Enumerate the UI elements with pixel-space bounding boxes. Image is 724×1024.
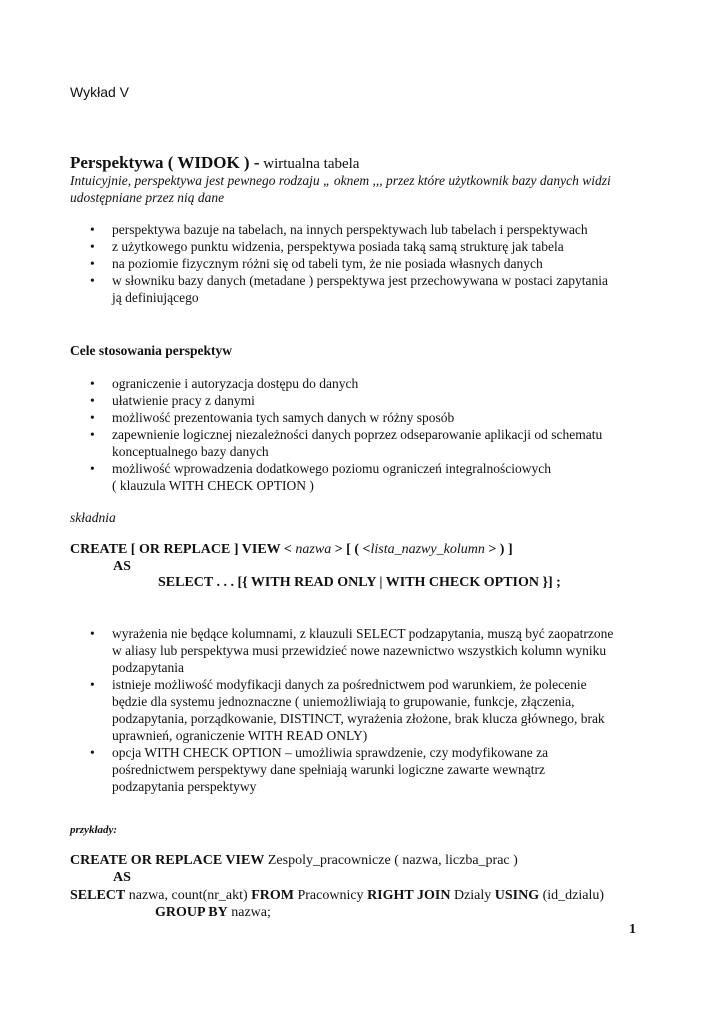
example-join-table: Dzialy — [450, 888, 495, 903]
section-title-bold: Perspektywa ( WIDOK ) - — [70, 153, 260, 172]
bullet-text-line: uprawnień, ograniczenie WITH READ ONLY) — [112, 728, 368, 743]
example-view-def: Zespoly_pracownicze ( nazwa, liczba_prac ) — [264, 853, 518, 868]
example-groupby-keyword: GROUP BY — [155, 905, 228, 920]
section-title — [70, 153, 359, 173]
page-number: 1 — [629, 922, 636, 937]
goal-bullet-item — [90, 460, 602, 494]
bullet-icon: • — [90, 393, 95, 408]
bullet-text-line: ( klauzula WITH CHECK OPTION ) — [112, 478, 314, 493]
bullet-text-line: w aliasy lub perspektywa musi przewidzieć nowe nazewnictwo wszystkich kolumn wyniku — [112, 643, 607, 658]
example-line-2: AS — [113, 870, 131, 885]
bullet-text-line: będzie dla systemu jednoznaczne ( uniemożliwiają to grupowanie, funkcje, złączenia, — [112, 694, 575, 709]
example-select-cols: nazwa, count(nr_akt) — [125, 888, 252, 903]
bullet-icon: • — [90, 626, 95, 641]
intro-bullet-item — [90, 221, 608, 238]
bullet-text-line: na poziomie fizycznym różni się od tabeli tym, że nie posiada własnych danych — [112, 256, 543, 271]
intro-bullet-item — [90, 272, 608, 306]
bullet-text-line: ułatwienie pracy z danymi — [112, 393, 255, 408]
syntax-close: > ) ] — [484, 542, 513, 557]
bullet-icon: • — [90, 461, 95, 476]
bullet-text-line: podzapytania, porządkowanie, DISTINCT, wyrażenia złożone, brak klucza głównego, brak — [112, 711, 605, 726]
bullet-text-line: konceptualnego bazy danych — [112, 444, 269, 459]
goal-bullet-item — [90, 426, 603, 460]
intro-paragraph: Intuicyjnie, perspektywa jest pewnego rodzaju „ oknem ,,, przez które użytkownik bazy danych widzi udostępniane przez nią dane — [70, 173, 611, 205]
goals-heading: Cele stosowania perspektyw — [70, 343, 232, 358]
syntax-line-1 — [70, 542, 513, 558]
notes-bullet-list — [90, 625, 614, 795]
bullet-icon: • — [90, 222, 95, 237]
example-line-1 — [70, 853, 518, 869]
section-title-rest: wirtualna tabela — [259, 156, 360, 172]
bullet-icon: • — [90, 745, 95, 760]
goals-bullet-list — [90, 375, 603, 494]
note-bullet-item — [90, 676, 613, 744]
example-using-keyword: USING — [494, 888, 540, 903]
bullet-text-line: opcja WITH CHECK OPTION – umożliwia sprawdzenie, czy modyfikowane za — [112, 745, 549, 760]
bullet-icon: • — [90, 376, 95, 391]
bullet-text-line: perspektywa bazuje na tabelach, na innych perspektywach lub tabelach i perspektywach — [112, 222, 588, 237]
bullet-text-line: ją definiującego — [112, 290, 199, 305]
bullet-icon: • — [90, 239, 95, 254]
bullet-text-line: z użytkowego punktu widzenia, perspektywa posiada taką samą strukturę jak tabela — [112, 239, 564, 254]
bullet-icon: • — [90, 273, 95, 288]
bullet-text-line: wyrażenia nie będące kolumnami, z klauzuli SELECT podzapytania, muszą być zaopatrzone — [112, 626, 614, 641]
bullet-text-line: podzapytania — [112, 660, 184, 675]
note-bullet-item — [90, 744, 613, 795]
syntax-line-3: SELECT . . . [{ WITH READ ONLY | WITH CHECK OPTION }] ; — [158, 575, 561, 590]
bullet-text-line: możliwość prezentowania tych samych danych w różny sposób — [112, 410, 455, 425]
bullet-text-line: możliwość wprowadzenia dodatkowego poziomu ograniczeń integralnościowych — [112, 461, 551, 476]
intro-bullet-list — [90, 221, 608, 306]
bullet-text-line: podzapytania perspektywy — [112, 779, 257, 794]
syntax-create: CREATE [ OR REPLACE ] VIEW < — [70, 542, 296, 557]
syntax-line-2: AS — [113, 559, 131, 574]
note-bullet-item — [90, 625, 614, 676]
goal-bullet-item — [90, 375, 602, 392]
syntax-column-list: lista_nazwy_kolumn — [370, 542, 485, 557]
goal-bullet-item — [90, 392, 602, 409]
bullet-text-line: pośrednictwem perspektywy dane spełniają warunki logiczne zawarte wewnątrz — [112, 762, 545, 777]
syntax-bracket: > [ ( < — [331, 542, 371, 557]
example-join-keyword: RIGHT JOIN — [367, 888, 451, 903]
intro-bullet-item — [90, 255, 608, 272]
example-select-keyword: SELECT — [70, 888, 126, 903]
bullet-text-line: istnieje możliwość modyfikacji danych za pośrednictwem pod warunkiem, że polecenie — [112, 677, 587, 692]
example-line-4 — [155, 905, 271, 921]
bullet-icon: • — [90, 256, 95, 271]
example-table: Pracownicy — [293, 888, 368, 903]
example-from-keyword: FROM — [251, 888, 294, 903]
syntax-view-name: nazwa — [295, 542, 332, 557]
bullet-text-line: zapewnienie logicznej niezależności danych poprzez odseparowanie aplikacji od schematu — [112, 427, 603, 442]
bullet-text-line: w słowniku bazy danych (metadane ) perspektywa jest przechowywana w postaci zapytania — [112, 273, 608, 288]
goal-bullet-item — [90, 409, 602, 426]
bullet-icon: • — [90, 427, 95, 442]
examples-label: przykłady: — [70, 824, 118, 836]
example-line-3 — [70, 888, 604, 904]
lecture-header: Wykład V — [70, 84, 130, 100]
bullet-icon: • — [90, 677, 95, 692]
bullet-text-line: ograniczenie i autoryzacja dostępu do danych — [112, 376, 359, 391]
example-create-keyword: CREATE OR REPLACE VIEW — [70, 853, 265, 868]
example-groupby-col: nazwa; — [227, 905, 271, 920]
syntax-label: składnia — [70, 510, 116, 525]
intro-bullet-item — [90, 238, 608, 255]
example-using-col: (id_dzialu) — [539, 888, 605, 903]
bullet-icon: • — [90, 410, 95, 425]
